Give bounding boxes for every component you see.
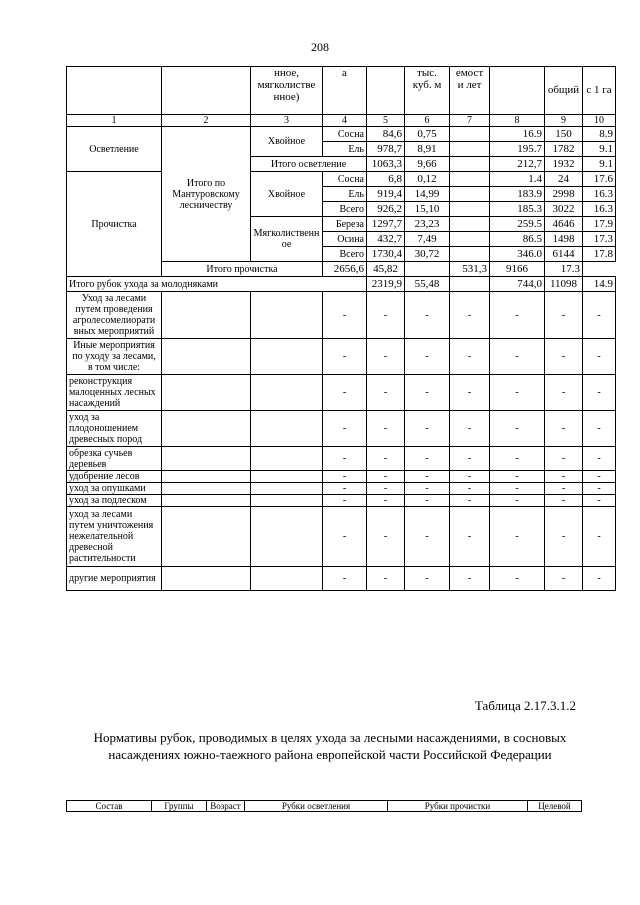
page-number: 208 bbox=[311, 40, 329, 54]
table-row bbox=[67, 495, 616, 507]
dash-cell: - bbox=[367, 292, 405, 339]
table-row bbox=[67, 172, 616, 187]
header-cell: а bbox=[323, 67, 367, 115]
value-cell: 919,4 bbox=[367, 187, 405, 202]
dash-cell: - bbox=[545, 495, 583, 507]
value-cell: 3022 bbox=[545, 202, 583, 217]
value-cell: 14,99 bbox=[405, 187, 450, 202]
dash-cell: - bbox=[490, 495, 545, 507]
value-cell: 17.3 bbox=[583, 232, 616, 247]
dash-cell: - bbox=[405, 375, 450, 411]
header-cell: с 1 га bbox=[583, 67, 616, 115]
value-cell: 346.0 bbox=[490, 247, 545, 262]
value-cell: 978,7 bbox=[367, 142, 405, 157]
value-cell bbox=[450, 142, 490, 157]
table-row bbox=[67, 471, 616, 483]
dash-cell: - bbox=[367, 411, 405, 447]
species-cell: Ель bbox=[323, 142, 367, 157]
value-cell bbox=[405, 262, 450, 277]
measure-label: удобрение лесов bbox=[67, 471, 162, 483]
table-row bbox=[67, 127, 616, 142]
value-cell: 212,7 bbox=[490, 157, 545, 172]
value-cell: 30,72 bbox=[405, 247, 450, 262]
value-cell: 1297,7 bbox=[367, 217, 405, 232]
species-cell: Береза bbox=[323, 217, 367, 232]
dash-cell: - bbox=[490, 411, 545, 447]
value-cell: 17.8 bbox=[583, 247, 616, 262]
value-cell: 183.9 bbox=[490, 187, 545, 202]
dash-cell: - bbox=[450, 411, 490, 447]
table-row bbox=[67, 292, 616, 339]
dash-cell: - bbox=[367, 507, 405, 567]
measure-label: обрезка сучьев деревьев bbox=[67, 447, 162, 471]
value-cell: 744,0 bbox=[490, 277, 545, 292]
dash-cell: - bbox=[490, 375, 545, 411]
sub-header-cell: Рубки осветления bbox=[245, 801, 388, 812]
value-cell: 45,82 bbox=[367, 262, 405, 277]
dash-cell: - bbox=[545, 375, 583, 411]
value-cell: 17.9 bbox=[583, 217, 616, 232]
value-cell: 1498 bbox=[545, 232, 583, 247]
dash-cell: - bbox=[490, 471, 545, 483]
measure-label: уход за подлеском bbox=[67, 495, 162, 507]
value-cell: 1730,4 bbox=[367, 247, 405, 262]
dash-cell: - bbox=[583, 567, 616, 591]
dash-cell: - bbox=[490, 567, 545, 591]
dash-cell: - bbox=[583, 375, 616, 411]
dash-cell: - bbox=[367, 339, 405, 375]
value-cell: 86.5 bbox=[490, 232, 545, 247]
value-cell bbox=[450, 217, 490, 232]
value-cell: 23,23 bbox=[405, 217, 450, 232]
dash-cell: - bbox=[545, 411, 583, 447]
dash-cell: - bbox=[583, 471, 616, 483]
value-cell: 195.7 bbox=[490, 142, 545, 157]
header-cell: общий bbox=[545, 67, 583, 115]
dash-cell: - bbox=[583, 495, 616, 507]
dash-cell: - bbox=[323, 411, 367, 447]
dash-cell: - bbox=[450, 375, 490, 411]
table-row bbox=[67, 375, 616, 411]
header-cell bbox=[367, 67, 405, 115]
dash-cell: - bbox=[367, 495, 405, 507]
dash-cell: - bbox=[450, 339, 490, 375]
dash-cell: - bbox=[545, 483, 583, 495]
column-number: 4 bbox=[323, 115, 367, 127]
dash-cell: - bbox=[405, 495, 450, 507]
dash-cell: - bbox=[367, 375, 405, 411]
value-cell: 1932 bbox=[545, 157, 583, 172]
value-cell: 432,7 bbox=[367, 232, 405, 247]
value-cell: 1063,3 bbox=[367, 157, 405, 172]
value-cell: 185.3 bbox=[490, 202, 545, 217]
next-table-header bbox=[66, 800, 582, 812]
dash-cell: - bbox=[405, 483, 450, 495]
column-number: 2 bbox=[162, 115, 251, 127]
value-cell bbox=[450, 277, 490, 292]
value-cell bbox=[450, 232, 490, 247]
dash-cell: - bbox=[450, 447, 490, 471]
dash-cell: - bbox=[490, 507, 545, 567]
value-cell: 9.1 bbox=[583, 142, 616, 157]
table-row bbox=[67, 567, 616, 591]
column-number: 9 bbox=[545, 115, 583, 127]
dash-cell: - bbox=[323, 495, 367, 507]
value-cell bbox=[450, 127, 490, 142]
dash-cell: - bbox=[450, 292, 490, 339]
species-group-label: Мягколиственн ое bbox=[251, 217, 323, 262]
dash-cell: - bbox=[450, 567, 490, 591]
column-number: 3 bbox=[251, 115, 323, 127]
value-cell: 7,49 bbox=[405, 232, 450, 247]
dash-cell: - bbox=[450, 483, 490, 495]
species-cell: Ель bbox=[323, 187, 367, 202]
value-cell: 6144 bbox=[545, 247, 583, 262]
value-cell: 8,91 bbox=[405, 142, 450, 157]
subtotal-label: Итого прочистка bbox=[162, 262, 323, 277]
dash-cell: - bbox=[545, 447, 583, 471]
dash-cell: - bbox=[545, 567, 583, 591]
value-cell: 2998 bbox=[545, 187, 583, 202]
dash-cell: - bbox=[323, 471, 367, 483]
species-cell: Всего bbox=[323, 202, 367, 217]
measure-label: реконструкция малоценных лесных насаждений bbox=[67, 375, 162, 411]
value-cell: 9.1 bbox=[583, 157, 616, 172]
forestry-label: Итого по Мантуровскому лесничеству bbox=[162, 127, 251, 262]
dash-cell: - bbox=[583, 292, 616, 339]
measure-label: уход за лесами путем уничтожения нежелательной древесной растительности bbox=[67, 507, 162, 567]
sub-header-cell: Группы bbox=[152, 801, 207, 812]
column-number: 6 bbox=[405, 115, 450, 127]
sub-header-cell: Рубки прочистки bbox=[388, 801, 528, 812]
column-number: 5 bbox=[367, 115, 405, 127]
value-cell bbox=[450, 202, 490, 217]
sub-header-cell: Целевой bbox=[528, 801, 582, 812]
value-cell: 14.9 bbox=[583, 277, 616, 292]
value-cell: 1.4 bbox=[490, 172, 545, 187]
value-cell: 0,12 bbox=[405, 172, 450, 187]
dash-cell: - bbox=[545, 339, 583, 375]
dash-cell: - bbox=[583, 447, 616, 471]
dash-cell: - bbox=[490, 339, 545, 375]
sub-header-cell: Состав bbox=[67, 801, 152, 812]
dash-cell: - bbox=[450, 495, 490, 507]
dash-cell: - bbox=[583, 339, 616, 375]
dash-cell: - bbox=[405, 447, 450, 471]
header-row bbox=[67, 67, 616, 115]
species-group-label: Хвойное bbox=[251, 127, 323, 157]
value-cell: 1782 bbox=[545, 142, 583, 157]
dash-cell: - bbox=[450, 471, 490, 483]
header-cell bbox=[490, 67, 545, 115]
dash-cell: - bbox=[405, 567, 450, 591]
dash-cell: - bbox=[583, 411, 616, 447]
table-row bbox=[67, 483, 616, 495]
dash-cell: - bbox=[323, 375, 367, 411]
value-cell: 2319,9 bbox=[367, 277, 405, 292]
value-cell: 150 bbox=[545, 127, 583, 142]
value-cell: 16.3 bbox=[583, 202, 616, 217]
column-number: 8 bbox=[490, 115, 545, 127]
main-table bbox=[66, 66, 616, 591]
measure-label: Иные мероприятия по уходу за лесами, в том числе: bbox=[67, 339, 162, 375]
dash-cell: - bbox=[323, 567, 367, 591]
species-cell: Всего bbox=[323, 247, 367, 262]
table-row bbox=[67, 447, 616, 471]
value-cell bbox=[450, 157, 490, 172]
value-cell: 16.9 bbox=[490, 127, 545, 142]
header-cell: тыс. куб. м bbox=[405, 67, 450, 115]
dash-cell: - bbox=[323, 447, 367, 471]
value-cell: 6,8 bbox=[367, 172, 405, 187]
value-cell: 531,3 bbox=[450, 262, 490, 277]
value-cell: 2656,6 bbox=[323, 262, 367, 277]
subtotal-label: Итого осветление bbox=[251, 157, 367, 172]
sub-header-cell: Возраст bbox=[207, 801, 245, 812]
dash-cell: - bbox=[450, 507, 490, 567]
dash-cell: - bbox=[545, 292, 583, 339]
table-title: Нормативы рубок, проводимых в целях ухода за лесными насаждениями, в сосновых насаждениях южно-таежного района европейской части Российской Федерации bbox=[93, 730, 567, 762]
measure-label: Уход за лесами путем проведения агролесомелиорати вных мероприятий bbox=[67, 292, 162, 339]
dash-cell: - bbox=[405, 292, 450, 339]
dash-cell: - bbox=[405, 411, 450, 447]
dash-cell: - bbox=[405, 507, 450, 567]
dash-cell: - bbox=[323, 292, 367, 339]
header-cell bbox=[162, 67, 251, 115]
grand-total-label: Итого рубок ухода за молодняками bbox=[67, 277, 367, 292]
column-number: 10 bbox=[583, 115, 616, 127]
value-cell: 259.5 bbox=[490, 217, 545, 232]
species-cell: Сосна bbox=[323, 127, 367, 142]
species-group-label: Хвойное bbox=[251, 172, 323, 217]
measure-label: уход за опушками bbox=[67, 483, 162, 495]
value-cell bbox=[450, 247, 490, 262]
table-row bbox=[67, 339, 616, 375]
column-number-row bbox=[67, 115, 616, 127]
header-cell: нное, мягколистве нное) bbox=[251, 67, 323, 115]
value-cell: 84,6 bbox=[367, 127, 405, 142]
value-cell: 4646 bbox=[545, 217, 583, 232]
value-cell: 9,66 bbox=[405, 157, 450, 172]
column-number: 7 bbox=[450, 115, 490, 127]
row-label-prochistka: Прочистка bbox=[67, 172, 162, 277]
dash-cell: - bbox=[583, 483, 616, 495]
dash-cell: - bbox=[490, 483, 545, 495]
value-cell: 16.3 bbox=[583, 187, 616, 202]
value-cell: 15,10 bbox=[405, 202, 450, 217]
value-cell: 8.9 bbox=[583, 127, 616, 142]
table-row bbox=[67, 277, 616, 292]
dash-cell: - bbox=[405, 339, 450, 375]
value-cell: 24 bbox=[545, 172, 583, 187]
dash-cell: - bbox=[583, 507, 616, 567]
dash-cell: - bbox=[323, 339, 367, 375]
value-cell: 926,2 bbox=[367, 202, 405, 217]
value-cell: 17.3 bbox=[545, 262, 583, 277]
species-cell: Сосна bbox=[323, 172, 367, 187]
dash-cell: - bbox=[490, 447, 545, 471]
dash-cell: - bbox=[367, 471, 405, 483]
row-label-osvetlenie: Осветление bbox=[67, 127, 162, 172]
dash-cell: - bbox=[545, 507, 583, 567]
dash-cell: - bbox=[323, 483, 367, 495]
measure-label: другие мероприятия bbox=[67, 567, 162, 591]
measure-label: уход за плодоношением древесных пород bbox=[67, 411, 162, 447]
table-row bbox=[67, 507, 616, 567]
dash-cell: - bbox=[323, 507, 367, 567]
dash-cell: - bbox=[367, 447, 405, 471]
value-cell bbox=[450, 187, 490, 202]
value-cell bbox=[450, 172, 490, 187]
value-cell: 0,75 bbox=[405, 127, 450, 142]
header-cell bbox=[67, 67, 162, 115]
dash-cell: - bbox=[367, 483, 405, 495]
value-cell: 11098 bbox=[545, 277, 583, 292]
dash-cell: - bbox=[405, 471, 450, 483]
value-cell: 55,48 bbox=[405, 277, 450, 292]
header-cell: емост и лет bbox=[450, 67, 490, 115]
dash-cell: - bbox=[490, 292, 545, 339]
table-row bbox=[67, 411, 616, 447]
species-cell: Осина bbox=[323, 232, 367, 247]
dash-cell: - bbox=[545, 471, 583, 483]
value-cell: 17.6 bbox=[583, 172, 616, 187]
column-number: 1 bbox=[67, 115, 162, 127]
table-caption: Таблица 2.17.3.1.2 bbox=[474, 698, 576, 713]
value-cell: 9166 bbox=[490, 262, 545, 277]
dash-cell: - bbox=[367, 567, 405, 591]
